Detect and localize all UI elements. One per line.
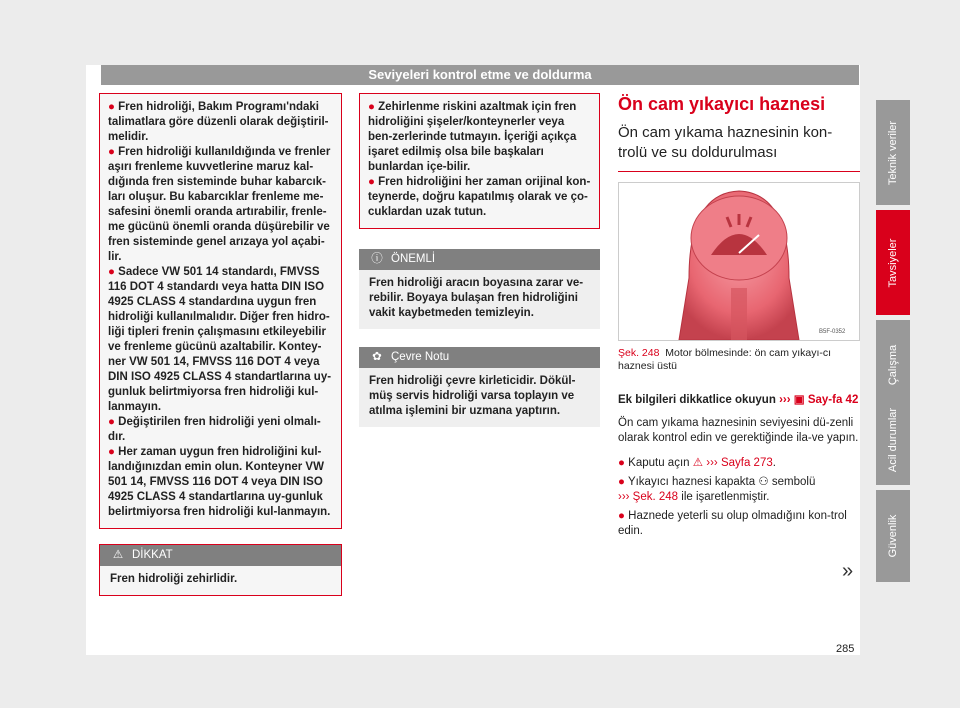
list-item: ● Fren hidroliğini her zaman orijinal kon-teynerde, doğru kapatılmış olarak ve ço-cuklardan uzak tutun. — [368, 176, 591, 218]
list-item: ● Sadece VW 501 14 standardı, FMVSS 116 DOT 4 standardı veya hatta DIN ISO 4925 CLASS 4 standardına uygun fren hidroliği kullanılmalıdır. Diğer fren hidro-liği tipleri frenin çalışmasını etkileyebilir ve frenleme gücünü azaltabilir. Kontey-ner VW 501 14, FMVSS 116 DOT 4 veya DIN ISO 4925 CLASS 4 standartlarına uy-gunluk belirtmiyorsa fren hidroliği kul-lanmayın. — [108, 266, 332, 413]
figure-link[interactable]: ››› Şek. 248 — [618, 491, 679, 503]
onemli-text: Fren hidroliği aracın boyasına zarar ve-rebilir. Boyaya bulaşan fren hidroliğini vakit kaybetmeden temizleyin. — [369, 277, 584, 319]
info-book-icon: ▣ — [793, 394, 805, 406]
warning-list-box — [99, 93, 342, 529]
tab-acil-durumlar[interactable]: Acil durumlar — [876, 395, 910, 485]
bullet-icon: ● — [108, 101, 119, 113]
washer-cap-image — [619, 183, 859, 340]
tab-tavsiyeler[interactable]: Tavsiyeler — [876, 210, 910, 315]
list-item: ● Her zaman uygun fren hidroliğini kul-landığınızdan emin olun. Konteyner VW 501 14, FMVSS 116 DOT 4 veya DIN ISO 4925 CLASS 4 standartlarına uy-gunluk belirtmiyorsa fren hidroliği kul-lanmayın. — [108, 446, 331, 518]
info-circle-icon: ⓘ — [371, 253, 383, 265]
warning-triangle-icon: ⚠ — [692, 457, 704, 469]
cevre-box — [359, 347, 600, 427]
bullet-icon: ● — [108, 266, 119, 278]
column-3 — [618, 93, 860, 539]
figure-caption: Şek. 248 Motor bölmesinde: ön cam yıkayı-cı haznesi üstü — [618, 347, 832, 372]
list-item: ● Fren hidroliği kullanıldığında ve frenler aşırı frenleme kuvvetlerine maruz kal-dığında fren sisteminde buhar kabarcık-ları oluşur. Bu kabarcıklar frenleme me-safesini önemli oranda artırabilir, frenle-me gücünü önemli oranda düşürebilir ve fren sisteminde genel arızaya yol açabi-lir. — [108, 146, 331, 263]
dikkat-text: Fren hidroliği zehirlidir. — [110, 573, 238, 585]
intro-paragraph: Ön cam yıkama haznesinin seviyesini dü-zenli olarak kontrol edin ve gerektiğinde ila-ve yapın. — [618, 417, 859, 444]
list-item: ● Kaputu açın ⚠ ››› Sayfa 273. — [618, 457, 776, 469]
bullet-icon: ● — [618, 457, 629, 469]
dikkat-header: ⚠ DİKKAT — [100, 545, 341, 566]
bullet-icon: ● — [108, 146, 119, 158]
column-2 — [359, 93, 600, 427]
bullet-icon: ● — [108, 416, 119, 428]
page-header: Seviyeleri kontrol etme ve doldurma — [101, 65, 859, 85]
figure-code: B5F-0352 — [819, 329, 846, 335]
washer-reservoir-figure — [618, 182, 860, 341]
onemli-box — [359, 249, 600, 329]
warning-triangle-icon: ⚠ — [112, 549, 124, 561]
bullet-icon: ● — [618, 476, 628, 488]
environment-icon: ✿ — [372, 351, 382, 363]
list-item: ● Değiştirilen fren hidroliği yeni olmalı-dır. — [108, 416, 321, 443]
divider — [618, 171, 860, 172]
bullet-icon: ● — [368, 176, 379, 188]
tab-guvenlik[interactable]: Güvenlik — [876, 490, 910, 582]
onemli-header: ⓘ ÖNEMLİ — [359, 249, 600, 270]
washer-symbol-icon: ⚇ — [758, 476, 769, 488]
dikkat-box — [99, 544, 342, 596]
continue-arrow-icon: » — [842, 560, 854, 582]
section-title: Ön cam yıkayıcı haznesi — [618, 94, 826, 114]
bullet-icon: ● — [368, 101, 379, 113]
cevre-header: ✿ Çevre Notu — [359, 347, 600, 368]
tab-teknik-veriler[interactable]: Teknik veriler — [876, 100, 910, 205]
section-subtitle: Ön cam yıkama haznesinin kon-trolü ve su doldurulması — [618, 124, 833, 161]
intro-line: Ek bilgileri dikkatlice okuyun ››› ▣ Say-fa 42 — [618, 394, 859, 406]
column-1 — [99, 93, 342, 596]
bullet-icon: ● — [108, 446, 119, 458]
cevre-text: Fren hidroliği çevre kirleticidir. Dökül-müş servis hidroliği varsa toplayın ve atılma işlemini bir uzmana yaptırın. — [369, 375, 576, 417]
page-link[interactable]: ››› Sayfa 273 — [706, 457, 773, 469]
intro-page-link[interactable]: Say-fa 42 — [807, 394, 859, 406]
list-item: ● Fren hidroliği, Bakım Programı'ndaki talimatlara göre düzenli olarak değiştiril-melidir. — [108, 101, 329, 143]
tab-calisma[interactable]: Çalışma — [876, 320, 910, 410]
list-item: ● Zehirlenme riskini azaltmak için fren hidroliğini şişeler/konteynerler veya ben-zerlerinde tutmayın. İçeriği açıkça işaret edilmiş olsa bile başkaları bunlardan içe-bilir. — [368, 101, 577, 173]
warning-list-box — [359, 93, 600, 229]
bullet-icon: ● — [618, 510, 629, 522]
list-item: ● Yıkayıcı haznesi kapakta ⚇ sembolü ››› Şek. 248 ile işaretlenmiştir. — [618, 476, 816, 503]
list-item: ● Haznede yeterli su olup olmadığını kon-trol edin. — [618, 510, 847, 537]
page-number: 285 — [836, 643, 855, 655]
